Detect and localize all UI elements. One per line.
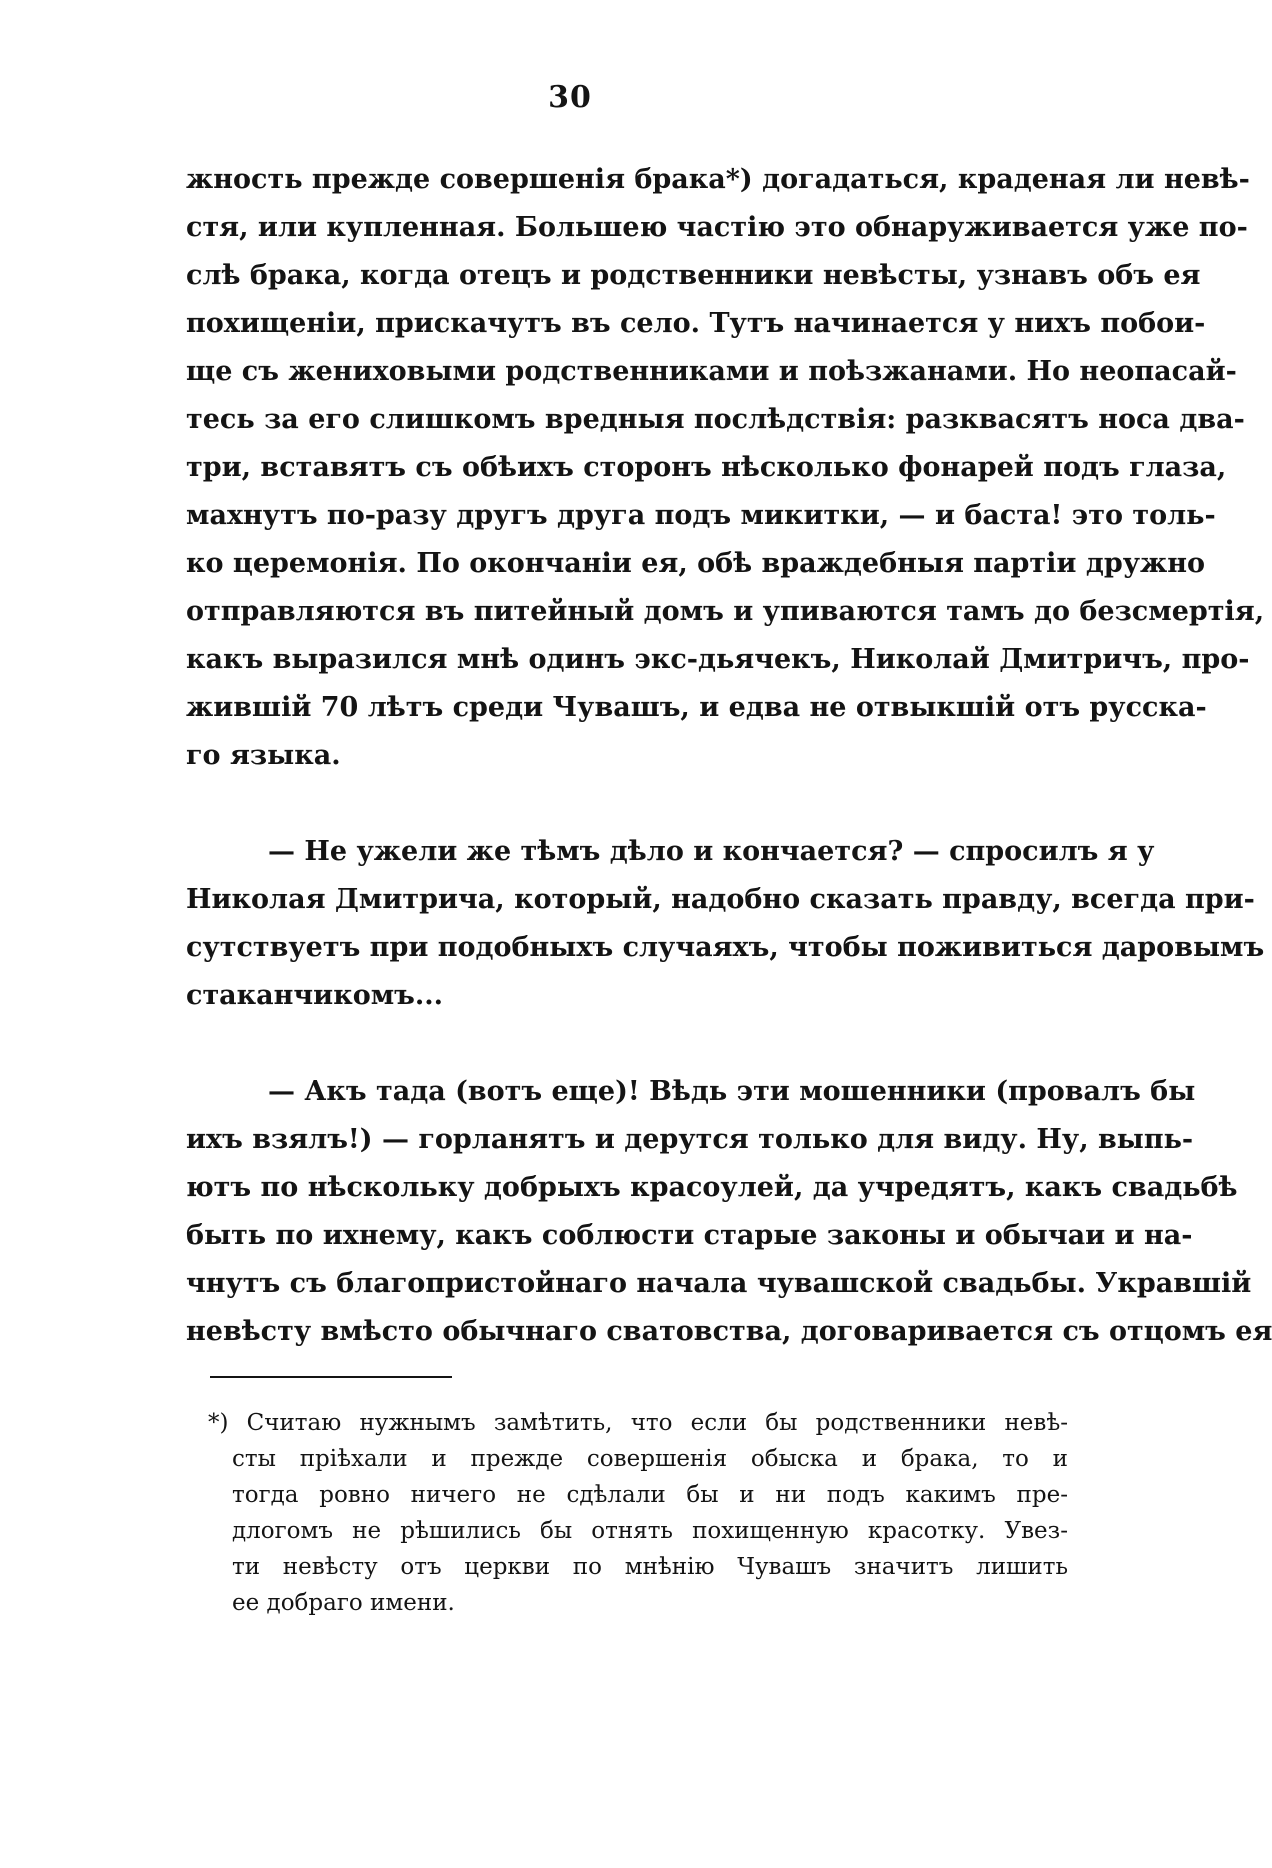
text-line: — Акъ тада (вотъ еще)! Вѣдь эти мошенники (провалъ бы [268, 1076, 1196, 1107]
text-line: — Не ужели же тѣмъ дѣло и кончается? — спросилъ я у [268, 836, 1155, 867]
text-line: стаканчикомъ... [186, 980, 444, 1011]
text-line: какъ выразился мнѣ одинъ экс-дьячекъ, Николай Дмитричъ, про- [186, 644, 1250, 675]
text-line: ютъ по нѣскольку добрыхъ красоулей, да учредятъ, какъ свадьбѣ [186, 1172, 1238, 1203]
text-line: похищеніи, прискачутъ въ село. Тутъ начинается у нихъ побои- [186, 308, 1206, 339]
footnote-divider [210, 1376, 452, 1378]
text-line: чнутъ съ благопристойнаго начала чувашской свадьбы. Укравшій [186, 1268, 1252, 1299]
footnote-line: тогда ровно ничего не сдѣлали бы и ни подъ какимъ пре- [232, 1482, 1068, 1508]
dialog-paragraph-question [186, 828, 1265, 1020]
text-line: ще съ жениховыми родственниками и поѣзжанами. Но неопасай- [186, 356, 1237, 387]
text-line: тесь за его слишкомъ вредныя послѣдствія: разквасятъ носа два- [186, 404, 1245, 435]
text-line: невѣсту вмѣсто обычнаго сватовства, договаривается съ отцомъ ея [186, 1316, 1272, 1347]
text-line: махнутъ по-разу другъ друга подъ микитки, — и баста! это толь- [186, 500, 1216, 531]
footnote-line: *) Считаю нужнымъ замѣтить, что если бы родственники невѣ- [208, 1410, 1068, 1436]
text-line: стя, или купленная. Большею частію это обнаруживается уже по- [186, 212, 1248, 243]
dialog-paragraph-answer [186, 1068, 1272, 1356]
footnote-line: ее добраго имени. [232, 1590, 455, 1616]
text-line: ихъ взялъ!) — горланятъ и дерутся только для виду. Ну, выпь- [186, 1124, 1194, 1155]
text-line: сутствуетъ при подобныхъ случаяхъ, чтобы поживиться даровымъ [186, 932, 1265, 963]
text-line: жность прежде совершенія брака*) догадаться, краденая ли невѣ- [186, 164, 1250, 195]
text-line: ко церемонія. По окончаніи ея, обѣ враждебныя партіи дружно [186, 548, 1206, 579]
footnote-line: длогомъ не рѣшились бы отнять похищенную красотку. Увез- [232, 1518, 1068, 1544]
text-line: быть по ихнему, какъ соблюсти старые законы и обычаи и на- [186, 1220, 1193, 1251]
footnote-line: ти невѣсту отъ церкви по мнѣнію Чувашъ значитъ лишить [232, 1554, 1068, 1580]
text-line: го языка. [186, 740, 341, 771]
page-number: 30 [548, 80, 592, 115]
text-line: слѣ брака, когда отецъ и родственники невѣсты, узнавъ объ ея [186, 260, 1201, 291]
text-line: жившій 70 лѣтъ среди Чувашъ, и едва не отвыкшій отъ русска- [186, 692, 1207, 723]
footnote [208, 1405, 1068, 1621]
text-line: отправляются въ питейный домъ и упиваются тамъ до безсмертія, [186, 596, 1265, 627]
footnote-line: сты пріѣхали и прежде совершенія обыска и брака, то и [232, 1446, 1068, 1472]
text-line: Николая Дмитрича, который, надобно сказать правду, всегда при- [186, 884, 1255, 915]
main-paragraph [186, 156, 1265, 780]
text-line: три, вставятъ съ обѣихъ сторонъ нѣсколько фонарей подъ глаза, [186, 452, 1227, 483]
